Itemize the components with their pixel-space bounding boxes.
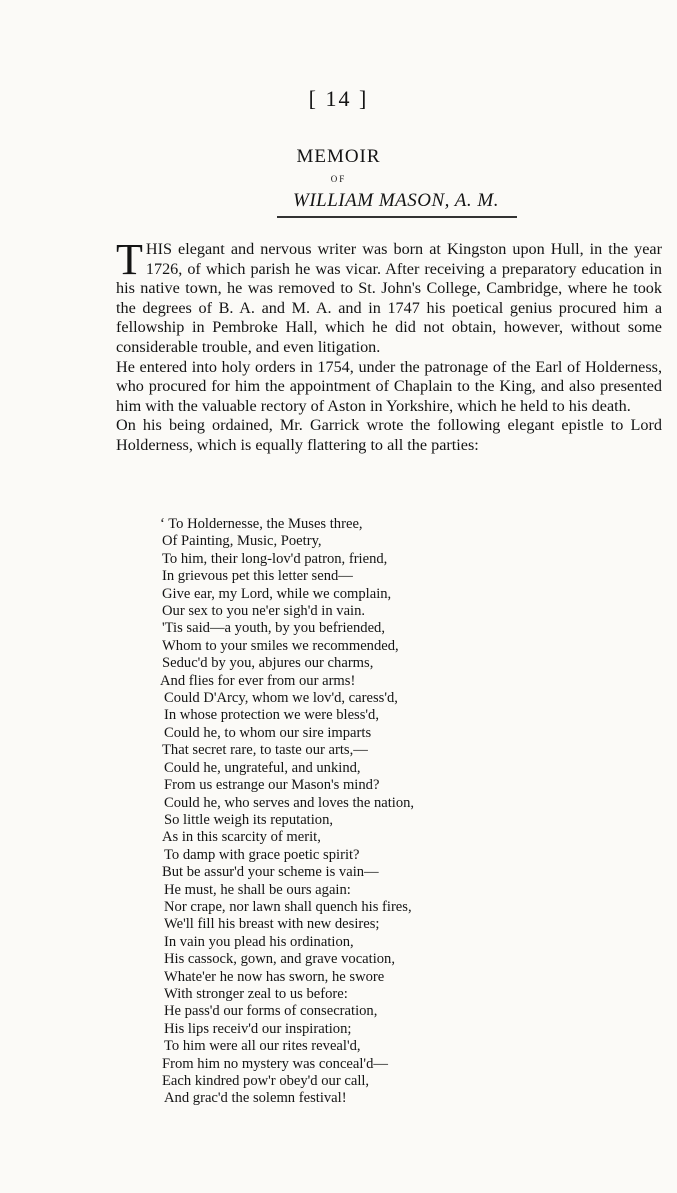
poem-line: Of Painting, Music, Poetry,	[162, 533, 322, 550]
title-rule	[277, 216, 517, 218]
poem-line: Whate'er he now has sworn, he swore	[164, 968, 385, 985]
poem-line: So little weigh its reputation,	[164, 811, 334, 828]
poem-line: And grac'd the solemn festival!	[164, 1090, 347, 1107]
poem-line: We'll fill his breast with new desires;	[164, 916, 380, 933]
poem-line: His cassock, gown, and grave vocation,	[164, 951, 396, 968]
poem-line: As in this scarcity of merit,	[162, 829, 321, 846]
memoir-title: MEMOIR	[296, 146, 381, 167]
poem-line: From us estrange our Mason's mind?	[164, 777, 380, 794]
page-number: [ 14 ]	[308, 86, 369, 111]
poem-line: Could he, to whom our sire imparts	[164, 724, 372, 741]
poem-line: To him were all our rites reveal'd,	[164, 1038, 361, 1055]
poem-line: With stronger zeal to us before:	[164, 985, 348, 1002]
poem-line: Give ear, my Lord, while we complain,	[162, 585, 392, 602]
poem-line: Could he, who serves and loves the nation,	[164, 794, 415, 811]
paragraph-1	[116, 235, 662, 358]
poem-line: Nor crape, nor lawn shall quench his fires,	[164, 898, 412, 915]
poem-line: To damp with grace poetic spirit?	[164, 846, 360, 863]
poem-line: But be assur'd your scheme is vain—	[162, 864, 379, 881]
poem-line: In vain you plead his ordination,	[164, 933, 354, 950]
poem-line: ‘ To Holdernesse, the Muses three,	[160, 516, 363, 532]
poem-line: To him, their long-lov'd patron, friend,	[162, 550, 388, 567]
poem-line: In whose protection we were bless'd,	[164, 707, 379, 724]
paragraph-2: He entered into holy orders in 1754, under the patronage of the Earl of Holderness, who procured for him the appointment of Chaplain to the King, and also presented him with the valuable rectory of Aston in Yorkshire, which he held to his death.	[116, 357, 662, 415]
paragraph-1-text: HIS elegant and nervous writer was born at Kingston upon Hull, in the year 1726, of which parish he was vicar. After receiving a preparatory education in his native town, he was removed to St. John's College, Cambridge, where he took the degrees of B. A. and M. A. and in 1747 his poetical genius procured him a fellowship in Pembroke Hall, which he did not obtain, however, without some considerable trouble, and even litigation.	[116, 240, 662, 356]
poem-line: In grievous pet this letter send—	[162, 568, 353, 585]
poem-line: Could he, ungrateful, and unkind,	[164, 759, 361, 776]
poem-line: He must, he shall be ours again:	[164, 881, 351, 898]
drop-cap: T	[116, 235, 143, 284]
poem-line: 'Tis said—a youth, by you befriended,	[162, 620, 386, 637]
poem-line: He pass'd our forms of consecration,	[164, 1003, 378, 1020]
poem-line: Our sex to you ne'er sigh'd in vain.	[162, 603, 366, 620]
poem-line: His lips receiv'd our inspiration;	[164, 1020, 352, 1037]
memoir-body	[116, 235, 662, 456]
poem-line: From him no mystery was conceal'd—	[162, 1055, 388, 1072]
of-label: OF	[330, 174, 347, 184]
subject-name: WILLIAM MASON, A. M.	[293, 190, 499, 211]
poem-line: Could D'Arcy, whom we lov'd, caress'd,	[164, 690, 398, 707]
poem-line: That secret rare, to taste our arts,—	[162, 742, 368, 759]
poem-line: Each kindred pow'r obey'd our call,	[162, 1073, 370, 1089]
poem-line: Whom to your smiles we recommended,	[162, 637, 399, 654]
paragraph-3: On his being ordained, Mr. Garrick wrote the following elegant epistle to Lord Holderness, which is equally flattering to all the parties:	[116, 416, 662, 454]
poem-line: Seduc'd by you, abjures our charms,	[162, 655, 374, 672]
poem-line: And flies for ever from our arms!	[160, 672, 356, 689]
poem	[150, 516, 480, 1108]
